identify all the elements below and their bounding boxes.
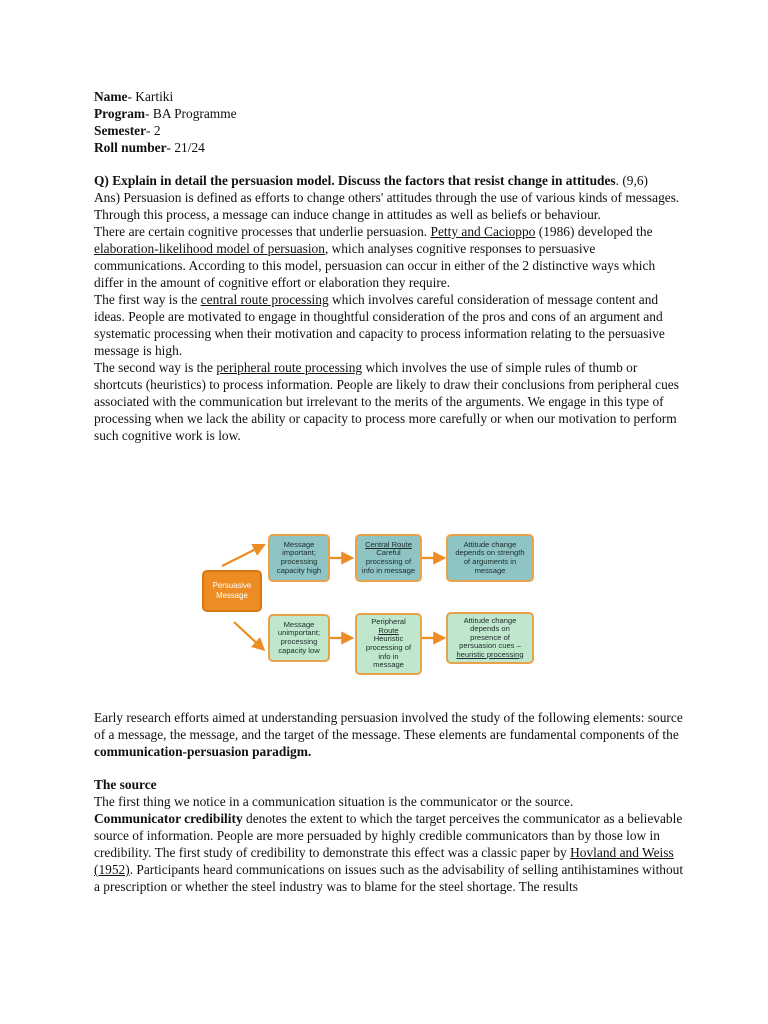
source-section xyxy=(94,776,684,895)
p3-text-b: which involves careful consideration of message content and ideas. People are motivated to engage in thoughtful consideration of the pros and cons of an argument and systematic processing when their motivation and capacity to process information relating to the persuasive message is high. xyxy=(94,292,665,358)
central-route-box xyxy=(355,534,422,582)
bottom-outcome-line-4: heuristic processing xyxy=(456,649,524,659)
semester-line xyxy=(94,122,684,139)
peripheral-title-2: Route xyxy=(378,625,399,635)
question-marks: . (9,6) xyxy=(615,173,648,188)
source-paragraph: The first thing we notice in a communication situation is the communicator or the source. xyxy=(94,794,574,809)
student-details xyxy=(94,88,684,156)
low-line-1: Message xyxy=(283,619,315,629)
peripheral-line-1: Heuristic xyxy=(373,634,404,644)
source-line-1: Persuasive xyxy=(212,581,252,590)
strength-outcome-box xyxy=(446,534,534,582)
central-route-title: Central Route xyxy=(365,539,412,549)
peripheral-title-1: Peripheral xyxy=(371,617,406,627)
high-line-2: important; xyxy=(282,548,316,558)
arrow-to-low xyxy=(234,622,262,648)
p3-text-a: The first way is the xyxy=(94,292,201,307)
central-route-link[interactable]: central route processing xyxy=(200,292,329,307)
top-outcome-line-2: of arguments in xyxy=(463,557,517,566)
central-line-2: processing of xyxy=(365,557,412,566)
low-line-4: capacity low xyxy=(278,645,320,655)
peripheral-route-link[interactable]: peripheral route processing xyxy=(216,360,363,375)
top-outcome-line-1: depends on strength xyxy=(455,548,525,558)
bottom-outcome-line-2: presence of xyxy=(470,632,510,642)
answer-paragraph-4 xyxy=(94,359,684,444)
roll-number-line xyxy=(94,139,684,156)
program-line xyxy=(94,105,684,122)
peripheral-line-3: info in xyxy=(378,651,399,661)
petty-cacioppo-link[interactable]: Petty and Cacioppo xyxy=(430,224,536,239)
peripheral-line-2: processing of xyxy=(365,643,412,652)
paradigm-text: Early research efforts aimed at understanding persuasion involved the study of the following elements: source of a message, the message, and the target of the message. These elements are fundamental components of the xyxy=(94,710,683,742)
peripheral-line-4: message xyxy=(373,660,404,670)
low-line-3: processing xyxy=(280,637,318,646)
semester-label: Semester xyxy=(94,123,147,138)
high-capacity-box xyxy=(268,534,330,582)
credibility-text-b: . Participants heard communications on issues such as the advisability of selling antihistamines without a prescription or whether the steel industry was to blame for the steel shortage. The results xyxy=(94,862,684,894)
elaboration-likelihood-link[interactable]: elaboration-likelihood model of persuasion xyxy=(94,241,325,256)
credibility-text-a: denotes the extent to which the target perceives the communicator as a believable source of information. People are more persuaded by highly credible communicators than by those low in credibility. The first study of credibility to demonstrate this effect was a classic paper by xyxy=(94,811,683,860)
p2-text-a: There are certain cognitive processes that underlie persuasion. xyxy=(94,224,431,239)
credibility-term: Communicator credibility xyxy=(94,811,243,826)
name-label: Name xyxy=(94,89,128,104)
high-line-3: processing xyxy=(280,557,318,566)
p2-text-c: , which analyses cognitive responses to persuasive communications. According to this model, persuasion can occur in either of the 2 distinctive ways which differ in the amount of cognitive effort or elaboration they require. xyxy=(94,241,656,290)
cues-outcome-box xyxy=(446,612,534,664)
top-outcome-title: Attitude change xyxy=(463,539,517,549)
bottom-outcome-title: Attitude change xyxy=(463,615,517,625)
question-text: Q) Explain in detail the persuasion model. Discuss the factors that resist change in attitudes xyxy=(94,173,616,188)
central-line-3: info in message xyxy=(361,565,416,575)
bottom-outcome-line-3: persuasion cues – xyxy=(459,641,521,651)
source-heading: The source xyxy=(94,777,157,792)
low-line-2: unimportant; xyxy=(277,628,321,638)
credibility-paragraph xyxy=(94,810,684,895)
persuasion-flow-diagram xyxy=(200,530,540,670)
high-line-4: capacity high xyxy=(276,565,322,575)
answer-paragraph-2 xyxy=(94,223,684,291)
paradigm-paragraph xyxy=(94,709,684,760)
high-line-1: Message xyxy=(283,539,315,549)
answer-paragraph-3 xyxy=(94,291,684,359)
answer-paragraph-1: Ans) Persuasion is defined as efforts to change others' attitudes through the use of various kinds of messages. Through this process, a message can induce change in attitudes as well as beliefs or behaviour. xyxy=(94,190,680,222)
paradigm-bold: communication-persuasion paradigm. xyxy=(94,744,312,759)
question xyxy=(94,172,684,189)
arrow-to-high xyxy=(222,546,262,566)
bottom-outcome-line-1: depends on xyxy=(470,624,510,634)
roll-label: Roll number xyxy=(94,140,167,155)
name-value: - Kartiki xyxy=(127,89,174,104)
p2-text-b: (1986) developed the xyxy=(535,224,653,239)
question-answer xyxy=(94,172,684,444)
program-label: Program xyxy=(94,106,146,121)
top-outcome-line-3: message xyxy=(474,565,506,575)
p4-text-a: The second way is the xyxy=(94,360,217,375)
central-line-1: Careful xyxy=(376,548,401,558)
paradigm-section xyxy=(94,709,684,760)
hovland-weiss-link[interactable]: Hovland and Weiss (1952) xyxy=(94,845,674,877)
program-value: - BA Programme xyxy=(145,106,237,121)
p4-text-b: which involves the use of simple rules of thumb or shortcuts (heuristics) to process information. People are likely to draw their conclusions from peripheral cues associated with the communication but irrelevant to the merits of the arguments. We engage in this type of processing when we lack the ability or capacity to process more carefully or when our motivation to perform such cognitive work is low. xyxy=(94,360,679,443)
peripheral-route-box xyxy=(355,613,422,675)
name-line xyxy=(94,88,684,105)
semester-value: - 2 xyxy=(146,123,161,138)
roll-value: - 21/24 xyxy=(166,140,205,155)
low-capacity-box xyxy=(268,614,330,662)
source-line-2: Message xyxy=(216,591,248,600)
persuasive-message-box xyxy=(202,570,262,612)
